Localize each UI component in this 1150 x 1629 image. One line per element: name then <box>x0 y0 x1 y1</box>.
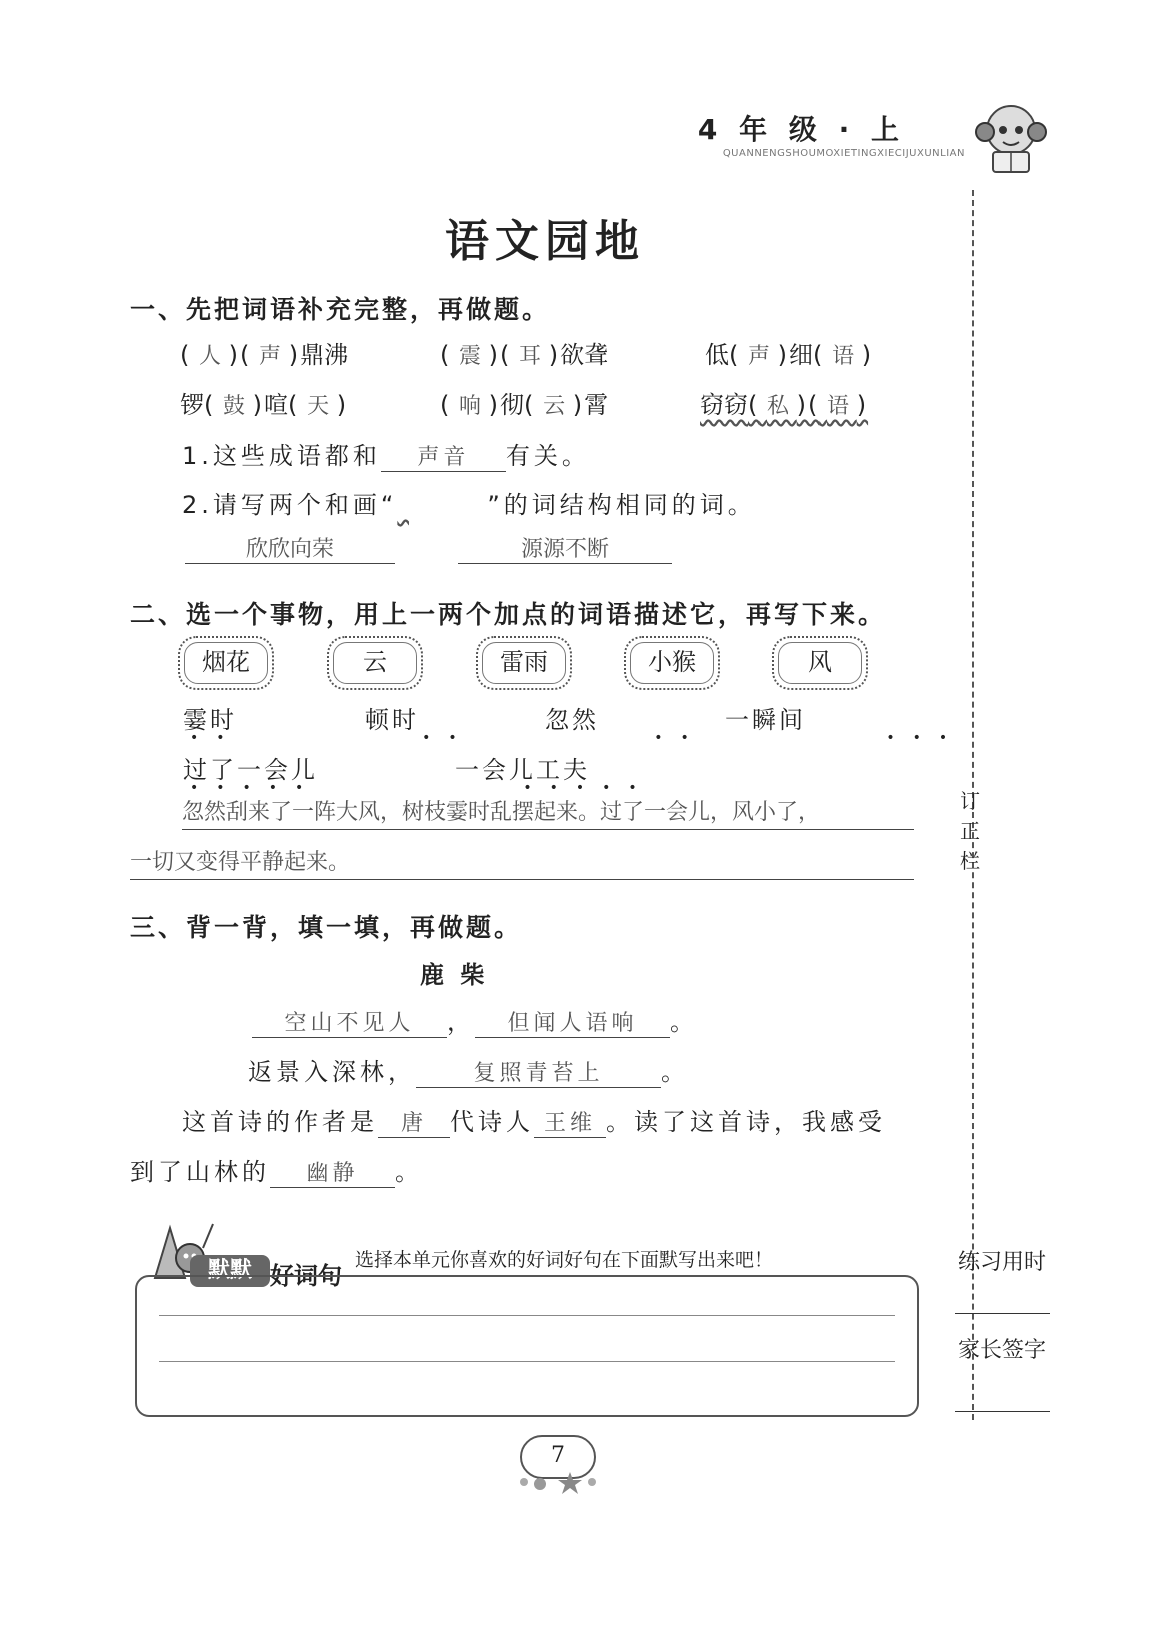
correction-char-2: 正 <box>960 819 980 843</box>
page-title: 语文园地 <box>445 216 645 267</box>
badge-good-words: 好词句 <box>270 1262 342 1290</box>
q2-suffix-s3: 。 <box>395 1158 423 1186</box>
poem-line1-a: 空山不见人 <box>252 1006 447 1038</box>
idiom-1-a: 人 <box>199 344 222 369</box>
ruled-line-2 <box>159 1361 895 1362</box>
tile-cloud: 云 <box>327 636 423 690</box>
emphasis-dots-row1: •• •• •• ••• <box>190 730 966 746</box>
grade-label: 4 年 级 · 上 <box>697 113 905 146</box>
parent-sign-line[interactable] <box>955 1411 1050 1412</box>
idiom-5-mid: 彻 <box>500 391 525 419</box>
idiom-2-a: 震 <box>459 344 482 369</box>
q2-prefix-s3: 到了山林的 <box>130 1158 270 1186</box>
badge-char-2: 默 <box>230 1258 253 1283</box>
tile-monkey: 小猴 <box>624 636 720 690</box>
q2-answer-1: 欣欣向荣 <box>185 532 395 564</box>
idiom-3: 低( 声 )细( 语 ) <box>705 341 874 369</box>
q2-text: 2.请写两个和画“ <box>182 491 398 519</box>
idiom-6-pre: 窃窃 <box>700 391 748 419</box>
q-poet: 王维 <box>534 1106 606 1138</box>
poem-line-2 <box>248 1052 689 1088</box>
q2-text-end: ”的词结构相同的词。 <box>487 491 756 519</box>
dotted-word-6: 一会儿工夫 <box>455 756 590 784</box>
q-suffix: 。读了这首诗，我感受 <box>606 1108 886 1136</box>
poem-line1-end: 。 <box>670 1008 698 1036</box>
dotted-word-3: 忽然 <box>545 706 599 734</box>
idiom-3-a: 声 <box>748 344 771 369</box>
poem-line1-sep: ， <box>447 1008 475 1036</box>
dotted-word-5: 过了一会儿 <box>183 756 318 784</box>
section2-heading: 二、选一个事物，用上一两个加点的词语描述它，再写下来。 <box>130 600 887 629</box>
star-decoration-icon <box>512 1470 602 1498</box>
poem-line2-b: 复照青苔上 <box>416 1056 661 1088</box>
poem-line-1 <box>252 1002 698 1038</box>
idiom-4-pre: 锣 <box>180 391 204 419</box>
idiom-1-b: 声 <box>259 344 282 369</box>
good-words-box[interactable] <box>135 1275 919 1417</box>
idiom-3-b: 语 <box>832 344 855 369</box>
poem-line1-b: 但闻人语响 <box>475 1006 670 1038</box>
idiom-3-pre: 低 <box>705 341 729 369</box>
idiom-6-a: 私 <box>767 394 790 419</box>
emphasis-dots-row2: ••••• ••••• <box>190 780 655 796</box>
section2-answer-line-2: 一切又变得平静起来。 <box>130 845 914 880</box>
idiom-4-b: 天 <box>307 394 330 419</box>
ruled-line-1 <box>159 1315 895 1316</box>
q1-suffix: 有关。 <box>505 442 590 470</box>
idiom-1-tail: 鼎沸 <box>300 341 349 369</box>
parent-sign-label: 家长签字 <box>958 1338 1047 1363</box>
idiom-2-tail: 欲聋 <box>560 341 609 369</box>
tile-wind: 风 <box>772 636 868 690</box>
section1-heading: 一、先把词语补充完整，再做题。 <box>130 295 551 324</box>
correction-char-3: 栏 <box>960 849 980 873</box>
tile-fireworks: 烟花 <box>178 636 274 690</box>
idiom-4: 锣( 鼓 )喧( 天 ) <box>180 391 349 419</box>
poem-line2-end: 。 <box>661 1058 689 1086</box>
dotted-word-2: 顿时 <box>365 706 419 734</box>
idiom-5: ( 响 )彻( 云 )霄 <box>440 391 609 419</box>
idiom-4-a: 鼓 <box>223 394 246 419</box>
page-number: 7 <box>520 1435 596 1479</box>
q2-answer-s3: 幽静 <box>270 1156 395 1188</box>
q1-prefix: 1.这些成语都和 <box>182 442 381 470</box>
tile-thunderstorm: 雷雨 <box>476 636 572 690</box>
idiom-5-b: 云 <box>543 394 566 419</box>
mascot-icon <box>975 100 1047 175</box>
practice-time-label: 练习用时 <box>958 1250 1047 1275</box>
practice-time-line[interactable] <box>955 1313 1050 1314</box>
wordbox-instruction: 选择本单元你喜欢的好词好句在下面默写出来吧！ <box>355 1249 774 1271</box>
idiom-6-b: 语 <box>827 394 850 419</box>
q1-answer: 声音 <box>381 440 506 472</box>
q-prefix: 这首诗的作者是 <box>182 1108 378 1136</box>
section2-answer-line-1: 忽然刮来了一阵大风，树枝霎时乱摆起来。过了一会儿，风小了， <box>182 795 914 830</box>
dotted-word-1: 霎时 <box>183 706 237 734</box>
question-1 <box>182 436 590 472</box>
series-label: QUANNENGSHOUMOXIETINGXIECIJUXUNLIAN <box>722 148 965 159</box>
correction-char-1: 订 <box>960 789 980 813</box>
q2-answer-2: 源源不断 <box>458 532 672 564</box>
poem-question-2 <box>130 1152 423 1188</box>
dotted-word-4: 一瞬间 <box>725 706 806 734</box>
q-mid: 代诗人 <box>450 1108 534 1136</box>
idiom-5-tail: 霄 <box>584 391 609 419</box>
q-dynasty: 唐 <box>378 1106 450 1138</box>
idiom-3-mid: 细 <box>789 341 814 369</box>
idiom-2-b: 耳 <box>519 344 542 369</box>
poem-line2-prefix: 返景入深林， <box>248 1058 416 1086</box>
badge-char-1: 默 <box>207 1258 230 1283</box>
idiom-4-mid: 喧 <box>264 391 289 419</box>
poem-title: 鹿 柴 <box>420 961 489 989</box>
question-2 <box>182 485 756 520</box>
section3-heading: 三、背一背，填一填，再做题。 <box>130 913 523 942</box>
idiom-6: 窃窃( 私 )( 语 ) <box>700 391 869 419</box>
poem-question-1 <box>182 1102 886 1138</box>
idiom-5-a: 响 <box>459 394 482 419</box>
idiom-2: ( 震 )( 耳 )欲聋 <box>440 341 609 369</box>
idiom-1: ( 人 )( 声 )鼎沸 <box>180 341 349 369</box>
